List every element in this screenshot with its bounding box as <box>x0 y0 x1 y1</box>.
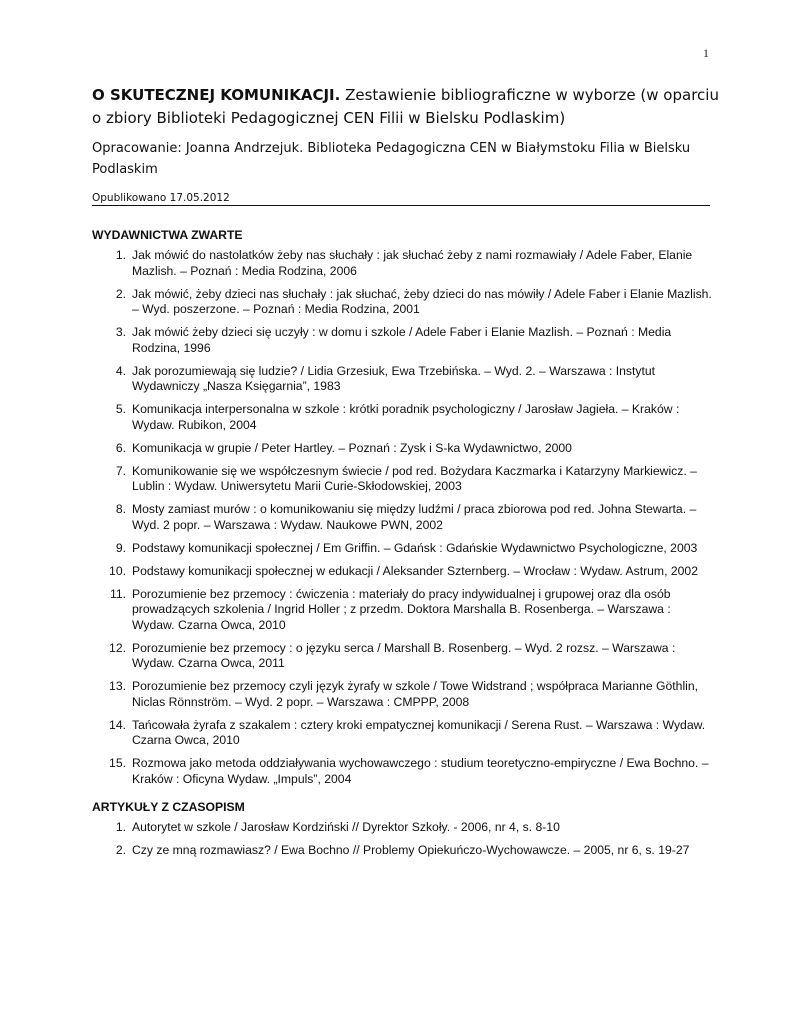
author-line: Opracowanie: Joanna Andrzejuk. Biblioteka Pedagogiczna CEN w Białymstoku Filia w Bielsku Podlaskim <box>92 141 691 177</box>
item-text: Podstawy komunikacji społecznej w edukacji / Aleksander Szternberg. – Wrocław : Wydaw. Astrum, 2002 <box>132 563 698 578</box>
item-number: 14. <box>109 717 126 732</box>
item-text: Tańcowała żyrafa z szakalem : cztery kroki empatycznej komunikacji / Serena Rust. – Warszawa : Wydaw. Czarna Owca, 2010 <box>132 717 706 747</box>
item-number: 5. <box>115 402 126 416</box>
header-divider <box>92 205 710 206</box>
item-number: 4. <box>115 363 126 378</box>
item-text: Czy ze mną rozmawiasz? / Ewa Bochno // Problemy Opiekuńczo-Wychowawcze. – 2005, nr 6, s. 19-27 <box>132 843 690 857</box>
item-text: Jak mówić do nastolatków żeby nas słuchały : jak słuchać żeby z nami rozmawiały / Adele Faber, Elanie Mazlish. – Poznań : Media Rodzina, 2006 <box>132 248 693 278</box>
list-item <box>92 641 712 672</box>
list-item <box>92 564 712 580</box>
item-number: 12. <box>109 640 126 655</box>
books-list <box>92 248 712 787</box>
item-number: 7. <box>115 463 126 478</box>
item-text: Mosty zamiast murów : o komunikowaniu się między ludźmi / praca zbiorowa pod red. Johna Stewarta. – Wyd. 2 popr. – Warszawa : Wydaw. Naukowe PWN, 2002 <box>132 502 697 532</box>
item-text: Porozumienie bez przemocy czyli język żyrafy w szkole / Towe Widstrand ; współpraca Marianne Göthlin, Niclas Rönnström. – Wyd. 2 popr. – Warszawa : CMPPP, 2008 <box>132 679 699 709</box>
item-text: Porozumienie bez przemocy : o języku serca / Marshall B. Rosenberg. – Wyd. 2 rozsz. – Warszawa : Wydaw. Czarna Owca, 2011 <box>132 640 676 670</box>
item-text: Jak porozumiewają się ludzie? / Lidia Grzesiuk, Ewa Trzebińska. – Wyd. 2. – Warszawa : Instytut Wydawniczy „Nasza Księgarnia”, 1983 <box>132 363 656 393</box>
item-text: Komunikacja interpersonalna w szkole : krótki poradnik psychologiczny / Jarosław Jagieła. – Kraków : Wydaw. Rubikon, 2004 <box>132 402 680 432</box>
list-item <box>92 820 712 836</box>
page-number: 1 <box>703 46 709 60</box>
list-item <box>92 843 712 859</box>
item-number: 6. <box>115 440 126 455</box>
item-number: 11. <box>109 586 126 601</box>
item-number: 9. <box>115 540 126 555</box>
item-text: Rozmowa jako metoda oddziaływania wychowawczego : studium teoretyczno-empiryczne / Ewa Bochno. – Kraków : Oficyna Wydaw. „Impuls”, 2004 <box>132 756 709 786</box>
item-number: 2. <box>115 286 126 301</box>
item-number: 1. <box>115 248 126 262</box>
section-articles <box>92 800 712 859</box>
list-item <box>92 587 712 634</box>
item-text: Podstawy komunikacji społecznej / Em Griffin. – Gdańsk : Gdańskie Wydawnictwo Psychologiczne, 2003 <box>132 540 698 555</box>
item-text: Komunikowanie się we współczesnym świecie / pod red. Bożydara Kaczmarka i Katarzyny Markiewicz. – Lublin : Wydaw. Uniwersytetu Marii Curie-Skłodowskiej, 2003 <box>132 463 697 493</box>
item-text: Jak mówić żeby dzieci się uczyły : w domu i szkole / Adele Faber i Elanie Mazlish. – Poznań : Media Rodzina, 1996 <box>132 325 672 355</box>
bibliography-content <box>92 228 712 866</box>
list-item <box>92 441 712 457</box>
item-number: 10. <box>109 563 126 578</box>
item-number: 1. <box>115 820 126 834</box>
list-item <box>92 364 712 395</box>
item-number: 3. <box>115 325 126 339</box>
item-number: 2. <box>115 843 126 857</box>
articles-list <box>92 820 712 859</box>
list-item <box>92 718 712 749</box>
list-item <box>92 287 712 318</box>
title-bold: O SKUTECZNEJ KOMUNIKACJI. <box>92 86 341 104</box>
published-date: Opublikowano 17.05.2012 <box>92 192 230 204</box>
item-text: Jak mówić, żeby dzieci nas słuchały : jak słuchać, żeby dzieci do nas mówiły / Adele Faber i Elanie Mazlish. – Wyd. poszerzone. – Poznań : Media Rodzina, 2001 <box>132 286 712 316</box>
list-item <box>92 756 712 787</box>
list-item <box>92 464 712 495</box>
section-heading-books: WYDAWNICTWA ZWARTE <box>92 228 243 242</box>
item-text: Autorytet w szkole / Jarosław Kordziński // Dyrektor Szkoły. - 2006, nr 4, s. 8-10 <box>132 820 560 834</box>
list-item <box>92 402 712 433</box>
item-number: 15. <box>109 756 126 770</box>
list-item <box>92 248 712 279</box>
section-heading-articles: ARTYKUŁY Z CZASOPISM <box>92 800 245 814</box>
list-item <box>92 502 712 533</box>
item-text: Porozumienie bez przemocy : ćwiczenia : materiały do pracy indywidualnej i grupowej oraz dla osób prowadzących szkolenia / Ingrid Holler ; z przedm. Doktora Marshalla B. Rosenberga. – Warszawa : Wydaw. Czarna Owca, 2010 <box>132 586 671 632</box>
title-subtitle: Zestawienie bibliograficzne w wyborze (w oparciu o zbiory Biblioteki Pedagogicznej CEN Filii w Bielsku Podlaskim) <box>92 86 719 127</box>
item-number: 13. <box>109 679 126 693</box>
list-item <box>92 541 712 557</box>
item-number: 8. <box>115 502 126 516</box>
section-books <box>92 228 712 787</box>
item-text: Komunikacja w grupie / Peter Hartley. – Poznań : Zysk i S-ka Wydawnictwo, 2000 <box>132 440 572 455</box>
list-item <box>92 679 712 710</box>
document-title <box>92 84 722 130</box>
document-header <box>92 84 722 204</box>
list-item <box>92 325 712 356</box>
